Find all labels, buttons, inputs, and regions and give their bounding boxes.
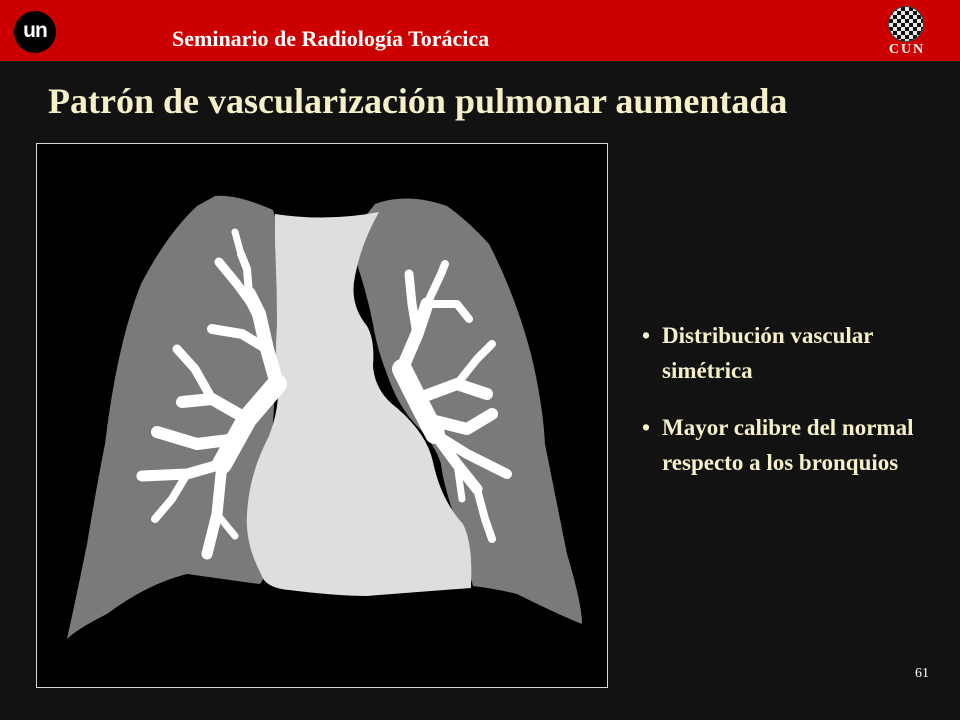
clinic-logo [876,4,938,60]
bullet-list [642,318,942,502]
header-title: Seminario de Radiología Torácica [172,26,490,51]
bullet-icon: • [642,415,651,440]
chest-diagram-graphic [37,144,609,689]
bullet-text: Mayor calibre del normal respecto a los bronquios [662,415,914,475]
slide-title: Patrón de vascularización pulmonar aumentada [48,81,788,121]
chest-diagram [36,143,608,688]
bullet-icon: • [642,323,651,348]
clinic-logo-text: CUN [888,42,926,57]
bullet-text: Distribución vascular simétrica [662,323,874,383]
right-lower-twig-2 [457,464,462,499]
university-logo [14,11,56,53]
university-logo-text: un [23,18,47,42]
bullet-item [642,410,942,480]
page-number: 61 [915,666,929,681]
bullet-item [642,318,942,388]
checkered-ball-icon [888,6,924,42]
